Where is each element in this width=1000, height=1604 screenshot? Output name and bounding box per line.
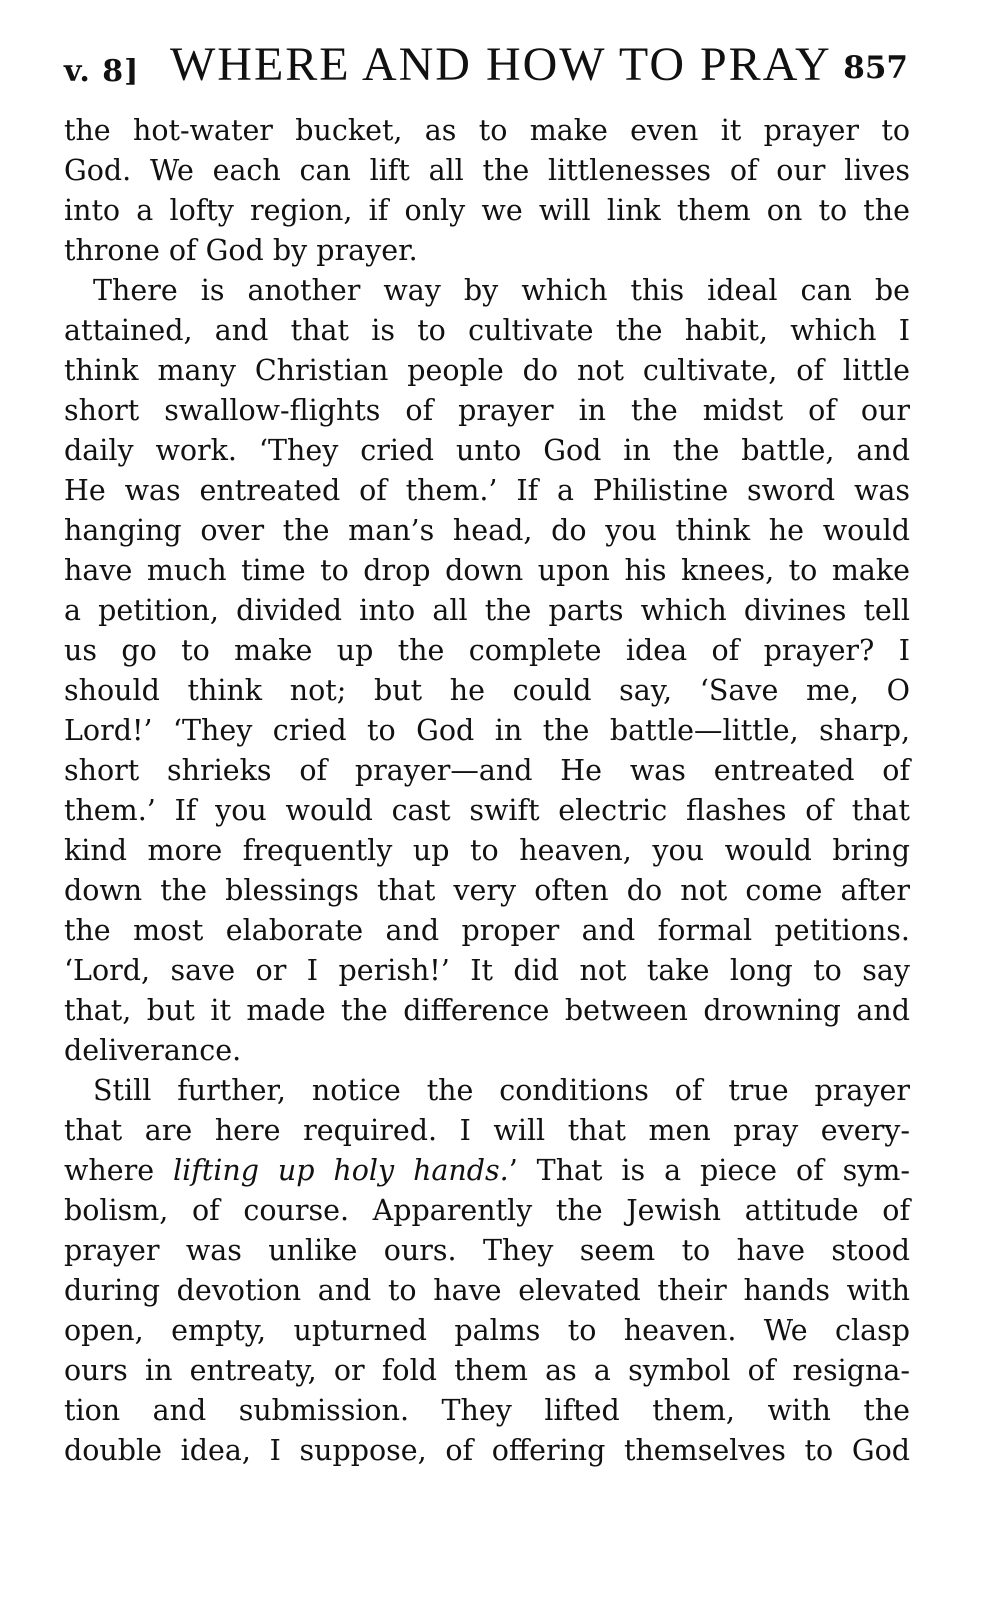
text-line: He was entreated of them.’ If a Philistine sword was <box>64 474 910 507</box>
text-line: daily work. ‘They cried unto God in the battle, and <box>64 434 910 467</box>
text-line: throne of God by prayer. <box>64 234 418 267</box>
text-line: the hot-water bucket, as to make even it prayer to <box>64 114 910 147</box>
text-line: that are here required. I will that men pray every- <box>64 1114 910 1147</box>
chapter-reference: v. 8] <box>64 54 140 89</box>
text-line: us go to make up the complete idea of prayer? I <box>64 634 910 667</box>
text-line: short swallow-flights of prayer in the midst of our <box>64 394 910 427</box>
text-line: deliverance. <box>64 1034 242 1067</box>
text-line: prayer was unlike ours. They seem to have stood <box>64 1234 910 1267</box>
text-line <box>64 1151 910 1191</box>
paragraph-start-line: There is another way by which this ideal can be <box>93 274 910 307</box>
text-line: down the blessings that very often do not come after <box>64 874 910 907</box>
text-line: Lord!’ ‘They cried to God in the battle—little, sharp, <box>64 714 910 747</box>
text-line: kind more frequently up to heaven, you would bring <box>64 834 910 867</box>
text-line: have much time to drop down upon his knees, to make <box>64 554 910 587</box>
text-line: open, empty, upturned palms to heaven. We clasp <box>64 1314 910 1347</box>
text-run: where <box>64 1154 174 1187</box>
running-title: WHERE AND HOW TO PRAY <box>170 38 832 91</box>
text-line: attained, and that is to cultivate the habit, which I <box>64 314 910 347</box>
text-line: should think not; but he could say, ‘Save me, O <box>64 674 910 707</box>
text-line: a petition, divided into all the parts which divines tell <box>64 594 910 627</box>
text-line: them.’ If you would cast swift electric flashes of that <box>64 794 910 827</box>
text-line: God. We each can lift all the littlenesses of our lives <box>64 154 910 187</box>
text-line: into a lofty region, if only we will link them on to the <box>64 194 910 227</box>
text-line: tion and submission. They lifted them, with the <box>64 1394 910 1427</box>
text-line: think many Christian people do not cultivate, of little <box>64 354 910 387</box>
paragraph-start-line: Still further, notice the conditions of true prayer <box>93 1074 910 1107</box>
text-line: ‘Lord, save or I perish!’ It did not take long to say <box>64 954 910 987</box>
text-line: ours in entreaty, or fold them as a symbol of resigna- <box>64 1354 910 1387</box>
running-header <box>64 35 910 95</box>
text-line: hanging over the man’s head, do you think he would <box>64 514 910 547</box>
text-run: ’ That is a piece of sym- <box>508 1154 910 1187</box>
page-number: 857 <box>843 50 908 86</box>
text-line: the most elaborate and proper and formal petitions. <box>64 914 910 947</box>
text-line: during devotion and to have elevated their hands with <box>64 1274 910 1307</box>
text-line: bolism, of course. Apparently the Jewish attitude of <box>64 1194 910 1227</box>
text-line: double idea, I suppose, of offering themselves to God <box>64 1434 910 1467</box>
body-text <box>64 111 910 1471</box>
text-line: short shrieks of prayer—and He was entreated of <box>64 754 910 787</box>
text-line: that, but it made the difference between drowning and <box>64 994 910 1027</box>
italic-quotation: lifting up holy hands. <box>173 1154 509 1187</box>
